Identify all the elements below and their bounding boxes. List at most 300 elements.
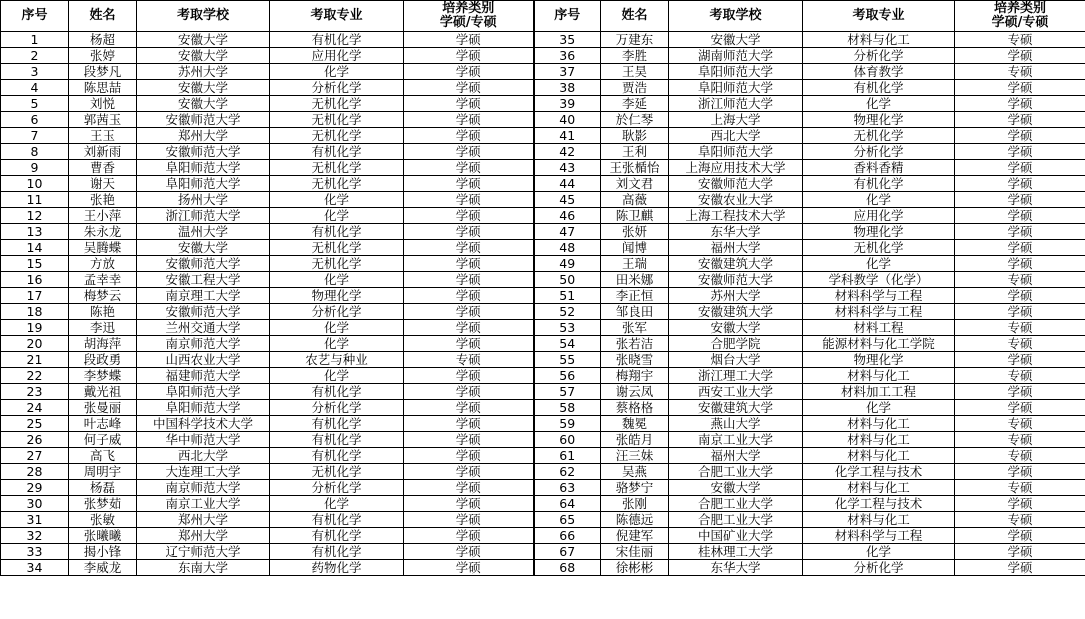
cell-major: 化学: [270, 320, 404, 336]
cell-school: 郑州大学: [137, 528, 270, 544]
cell-school: 安徽建筑大学: [669, 256, 803, 272]
cell-type: 专硕: [955, 432, 1085, 448]
cell-type: 学硕: [404, 80, 534, 96]
table-row: [1, 112, 1085, 128]
cell-name: 蔡格格: [601, 400, 669, 416]
cell-major: 化学: [803, 96, 955, 112]
header-name: 姓名: [601, 1, 669, 32]
cell-seq: 62: [534, 464, 601, 480]
cell-major: 有机化学: [270, 512, 404, 528]
cell-type: 学硕: [955, 48, 1085, 64]
cell-seq: 21: [1, 352, 69, 368]
cell-seq: 48: [534, 240, 601, 256]
cell-school: 合肥工业大学: [669, 464, 803, 480]
table-row: [1, 48, 1085, 64]
cell-name: 李迅: [69, 320, 137, 336]
cell-type: 学硕: [404, 192, 534, 208]
cell-type: 专硕: [955, 416, 1085, 432]
cell-major: 材料科学与工程: [803, 304, 955, 320]
cell-school: 浙江理工大学: [669, 368, 803, 384]
cell-name: 宋佳丽: [601, 544, 669, 560]
cell-name: 胡海萍: [69, 336, 137, 352]
cell-name: 高薇: [601, 192, 669, 208]
cell-name: 张刚: [601, 496, 669, 512]
cell-seq: 39: [534, 96, 601, 112]
cell-major: 化学: [270, 496, 404, 512]
cell-school: 桂林理工大学: [669, 544, 803, 560]
cell-name: 杨磊: [69, 480, 137, 496]
cell-seq: 38: [534, 80, 601, 96]
cell-school: 安徽大学: [669, 320, 803, 336]
cell-seq: 15: [1, 256, 69, 272]
cell-school: 浙江师范大学: [137, 208, 270, 224]
cell-school: 山西农业大学: [137, 352, 270, 368]
cell-school: 中国矿业大学: [669, 528, 803, 544]
cell-name: 孟幸幸: [69, 272, 137, 288]
cell-major: 香料香精: [803, 160, 955, 176]
cell-major: 化学: [270, 192, 404, 208]
cell-name: 叶志峰: [69, 416, 137, 432]
cell-name: 陈卫麒: [601, 208, 669, 224]
cell-major: 分析化学: [270, 80, 404, 96]
cell-major: 应用化学: [270, 48, 404, 64]
cell-major: 有机化学: [270, 144, 404, 160]
cell-major: 无机化学: [270, 112, 404, 128]
cell-major: 分析化学: [803, 560, 955, 576]
cell-school: 安徽农业大学: [669, 192, 803, 208]
cell-school: 安徽大学: [669, 32, 803, 48]
cell-seq: 26: [1, 432, 69, 448]
cell-major: 农艺与种业: [270, 352, 404, 368]
cell-major: 材料工程: [803, 320, 955, 336]
table-row: [1, 208, 1085, 224]
cell-name: 李威龙: [69, 560, 137, 576]
cell-name: 段政勇: [69, 352, 137, 368]
cell-major: 化学: [270, 64, 404, 80]
cell-name: 李梦蝶: [69, 368, 137, 384]
cell-school: 安徽大学: [137, 240, 270, 256]
cell-school: 郑州大学: [137, 512, 270, 528]
cell-school: 南京工业大学: [137, 496, 270, 512]
cell-school: 安徽建筑大学: [669, 304, 803, 320]
cell-name: 李胜: [601, 48, 669, 64]
cell-name: 段梦凡: [69, 64, 137, 80]
cell-type: 学硕: [404, 480, 534, 496]
cell-school: 合肥工业大学: [669, 512, 803, 528]
cell-school: 安徽建筑大学: [669, 400, 803, 416]
cell-school: 安徽师范大学: [137, 144, 270, 160]
cell-seq: 49: [534, 256, 601, 272]
cell-name: 揭小锋: [69, 544, 137, 560]
cell-major: 化学: [803, 256, 955, 272]
header-school: 考取学校: [669, 1, 803, 32]
cell-type: 学硕: [404, 288, 534, 304]
cell-seq: 20: [1, 336, 69, 352]
cell-school: 苏州大学: [669, 288, 803, 304]
cell-major: 有机化学: [270, 432, 404, 448]
cell-type: 学硕: [955, 400, 1085, 416]
cell-major: 物理化学: [803, 112, 955, 128]
cell-seq: 58: [534, 400, 601, 416]
cell-major: 材料与化工: [803, 448, 955, 464]
cell-type: 学硕: [404, 512, 534, 528]
table-row: [1, 448, 1085, 464]
cell-name: 王张楯怡: [601, 160, 669, 176]
cell-name: 汪三妹: [601, 448, 669, 464]
table-row: [1, 256, 1085, 272]
table-row: [1, 496, 1085, 512]
cell-seq: 51: [534, 288, 601, 304]
cell-school: 兰州交通大学: [137, 320, 270, 336]
cell-seq: 59: [534, 416, 601, 432]
cell-school: 安徽工程大学: [137, 272, 270, 288]
cell-major: 无机化学: [270, 176, 404, 192]
cell-major: 化学: [270, 208, 404, 224]
cell-school: 安徽大学: [137, 80, 270, 96]
cell-seq: 40: [534, 112, 601, 128]
header-seq: 序号: [534, 1, 601, 32]
cell-school: 苏州大学: [137, 64, 270, 80]
cell-major: 材料科学与工程: [803, 288, 955, 304]
cell-name: 周明宇: [69, 464, 137, 480]
cell-major: 无机化学: [270, 160, 404, 176]
cell-name: 贾浩: [601, 80, 669, 96]
table-row: [1, 304, 1085, 320]
cell-school: 福州大学: [669, 240, 803, 256]
cell-type: 学硕: [955, 384, 1085, 400]
cell-type: 学硕: [404, 144, 534, 160]
cell-seq: 47: [534, 224, 601, 240]
table-row: [1, 464, 1085, 480]
cell-seq: 43: [534, 160, 601, 176]
cell-name: 王利: [601, 144, 669, 160]
cell-type: 学硕: [404, 368, 534, 384]
cell-school: 南京理工大学: [137, 288, 270, 304]
cell-school: 湖南师范大学: [669, 48, 803, 64]
table-row: [1, 64, 1085, 80]
cell-seq: 1: [1, 32, 69, 48]
cell-school: 安徽师范大学: [669, 272, 803, 288]
cell-seq: 29: [1, 480, 69, 496]
cell-type: 学硕: [404, 240, 534, 256]
cell-major: 有机化学: [270, 544, 404, 560]
cell-name: 郭茜玉: [69, 112, 137, 128]
header-type: [955, 1, 1085, 32]
cell-major: 材料加工工程: [803, 384, 955, 400]
header-row: [1, 1, 1085, 32]
cell-major: 材料与化工: [803, 480, 955, 496]
cell-type: 学硕: [955, 112, 1085, 128]
cell-type: 学硕: [404, 160, 534, 176]
cell-major: 化学: [270, 272, 404, 288]
cell-name: 万建东: [601, 32, 669, 48]
cell-seq: 12: [1, 208, 69, 224]
cell-major: 体育教学: [803, 64, 955, 80]
cell-school: 阜阳师范大学: [137, 400, 270, 416]
cell-school: 大连理工大学: [137, 464, 270, 480]
header-type-line2: 学硕/专硕: [439, 15, 497, 30]
table-row: [1, 560, 1085, 576]
cell-name: 张梦茹: [69, 496, 137, 512]
header-seq: 序号: [1, 1, 69, 32]
cell-type: 学硕: [404, 416, 534, 432]
header-type: [404, 1, 534, 32]
cell-major: 分析化学: [270, 304, 404, 320]
cell-major: 有机化学: [270, 416, 404, 432]
cell-name: 王小萍: [69, 208, 137, 224]
cell-major: 学科教学（化学）: [803, 272, 955, 288]
cell-major: 材料与化工: [803, 368, 955, 384]
cell-name: 戴光祖: [69, 384, 137, 400]
cell-type: 学硕: [404, 208, 534, 224]
cell-major: 药物化学: [270, 560, 404, 576]
table-row: [1, 528, 1085, 544]
cell-name: 张曼丽: [69, 400, 137, 416]
cell-major: 应用化学: [803, 208, 955, 224]
cell-type: 学硕: [404, 112, 534, 128]
cell-school: 安徽师范大学: [137, 304, 270, 320]
cell-type: 学硕: [955, 256, 1085, 272]
cell-type: 学硕: [955, 240, 1085, 256]
cell-major: 化学: [803, 192, 955, 208]
cell-seq: 2: [1, 48, 69, 64]
cell-type: 学硕: [955, 160, 1085, 176]
cell-seq: 35: [534, 32, 601, 48]
cell-name: 徐彬彬: [601, 560, 669, 576]
cell-major: 有机化学: [270, 528, 404, 544]
cell-seq: 18: [1, 304, 69, 320]
cell-major: 化学工程与技术: [803, 464, 955, 480]
table-row: [1, 272, 1085, 288]
cell-type: 学硕: [404, 544, 534, 560]
cell-major: 无机化学: [803, 128, 955, 144]
cell-type: 专硕: [955, 32, 1085, 48]
cell-type: 学硕: [404, 176, 534, 192]
cell-name: 王玉: [69, 128, 137, 144]
cell-seq: 16: [1, 272, 69, 288]
cell-type: 专硕: [955, 448, 1085, 464]
cell-seq: 42: [534, 144, 601, 160]
cell-major: 有机化学: [270, 448, 404, 464]
cell-seq: 6: [1, 112, 69, 128]
cell-major: 分析化学: [803, 48, 955, 64]
cell-major: 有机化学: [803, 80, 955, 96]
cell-name: 倪建军: [601, 528, 669, 544]
table-row: [1, 320, 1085, 336]
cell-school: 安徽大学: [137, 48, 270, 64]
cell-type: 学硕: [404, 272, 534, 288]
cell-major: 材料与化工: [803, 512, 955, 528]
cell-type: 学硕: [404, 304, 534, 320]
cell-seq: 27: [1, 448, 69, 464]
cell-type: 学硕: [955, 144, 1085, 160]
cell-seq: 52: [534, 304, 601, 320]
cell-school: 扬州大学: [137, 192, 270, 208]
cell-school: 合肥工业大学: [669, 496, 803, 512]
cell-major: 物理化学: [270, 288, 404, 304]
cell-seq: 25: [1, 416, 69, 432]
header-name: 姓名: [69, 1, 137, 32]
cell-seq: 22: [1, 368, 69, 384]
cell-major: 分析化学: [803, 144, 955, 160]
cell-name: 李正恒: [601, 288, 669, 304]
cell-name: 刘新雨: [69, 144, 137, 160]
table-row: [1, 544, 1085, 560]
cell-type: 学硕: [955, 192, 1085, 208]
table-row: [1, 192, 1085, 208]
cell-seq: 46: [534, 208, 601, 224]
cell-name: 邹良田: [601, 304, 669, 320]
cell-seq: 14: [1, 240, 69, 256]
table-row: [1, 416, 1085, 432]
cell-seq: 36: [534, 48, 601, 64]
table-row: [1, 224, 1085, 240]
cell-seq: 13: [1, 224, 69, 240]
table-row: [1, 512, 1085, 528]
cell-major: 化学: [803, 544, 955, 560]
cell-seq: 55: [534, 352, 601, 368]
cell-type: 学硕: [404, 128, 534, 144]
cell-major: 化学工程与技术: [803, 496, 955, 512]
header-type-line1: 培养类别: [442, 1, 495, 16]
cell-name: 张皓月: [601, 432, 669, 448]
table-row: [1, 368, 1085, 384]
cell-school: 中国科学技术大学: [137, 416, 270, 432]
cell-type: 学硕: [955, 80, 1085, 96]
cell-seq: 33: [1, 544, 69, 560]
cell-name: 刘文君: [601, 176, 669, 192]
cell-name: 张晓雪: [601, 352, 669, 368]
cell-type: 学硕: [955, 288, 1085, 304]
cell-name: 刘悦: [69, 96, 137, 112]
cell-name: 骆梦宁: [601, 480, 669, 496]
cell-seq: 67: [534, 544, 601, 560]
cell-seq: 53: [534, 320, 601, 336]
cell-seq: 65: [534, 512, 601, 528]
cell-seq: 57: [534, 384, 601, 400]
cell-name: 朱永龙: [69, 224, 137, 240]
cell-seq: 37: [534, 64, 601, 80]
cell-school: 燕山大学: [669, 416, 803, 432]
cell-name: 张若洁: [601, 336, 669, 352]
cell-type: 学硕: [404, 320, 534, 336]
cell-name: 何子威: [69, 432, 137, 448]
cell-type: 学硕: [404, 96, 534, 112]
cell-name: 梅翔宇: [601, 368, 669, 384]
cell-major: 物理化学: [803, 224, 955, 240]
cell-major: 无机化学: [270, 256, 404, 272]
cell-seq: 54: [534, 336, 601, 352]
cell-school: 南京工业大学: [669, 432, 803, 448]
cell-name: 田米娜: [601, 272, 669, 288]
cell-major: 分析化学: [270, 480, 404, 496]
cell-type: 学硕: [955, 544, 1085, 560]
cell-type: 学硕: [404, 528, 534, 544]
cell-name: 张敏: [69, 512, 137, 528]
cell-seq: 4: [1, 80, 69, 96]
cell-type: 学硕: [955, 304, 1085, 320]
header-major: 考取专业: [803, 1, 955, 32]
header-school: 考取学校: [137, 1, 270, 32]
cell-seq: 63: [534, 480, 601, 496]
header-type-line1: 培养类别: [993, 1, 1046, 16]
cell-type: 学硕: [404, 48, 534, 64]
table-row: [1, 32, 1085, 48]
cell-seq: 32: [1, 528, 69, 544]
cell-major: 有机化学: [270, 32, 404, 48]
cell-name: 王瑞: [601, 256, 669, 272]
cell-school: 西安工业大学: [669, 384, 803, 400]
cell-type: 专硕: [955, 272, 1085, 288]
cell-seq: 44: [534, 176, 601, 192]
cell-major: 有机化学: [270, 384, 404, 400]
cell-school: 安徽师范大学: [137, 256, 270, 272]
cell-seq: 45: [534, 192, 601, 208]
cell-school: 烟台大学: [669, 352, 803, 368]
table-row: [1, 288, 1085, 304]
cell-seq: 5: [1, 96, 69, 112]
table-row: [1, 400, 1085, 416]
cell-type: 学硕: [404, 32, 534, 48]
cell-seq: 7: [1, 128, 69, 144]
cell-seq: 66: [534, 528, 601, 544]
cell-school: 阜阳师范大学: [669, 64, 803, 80]
cell-type: 专硕: [955, 336, 1085, 352]
cell-major: 无机化学: [270, 96, 404, 112]
cell-name: 陈德远: [601, 512, 669, 528]
cell-school: 南京师范大学: [137, 480, 270, 496]
cell-type: 学硕: [955, 96, 1085, 112]
cell-school: 上海工程技术大学: [669, 208, 803, 224]
cell-type: 专硕: [404, 352, 534, 368]
cell-name: 陈艳: [69, 304, 137, 320]
cell-name: 谢云凤: [601, 384, 669, 400]
cell-name: 张艳: [69, 192, 137, 208]
cell-major: 分析化学: [270, 400, 404, 416]
cell-name: 曹香: [69, 160, 137, 176]
cell-major: 能源材料与化工学院: [803, 336, 955, 352]
cell-school: 合肥学院: [669, 336, 803, 352]
cell-type: 学硕: [404, 464, 534, 480]
cell-school: 西北大学: [669, 128, 803, 144]
cell-school: 东华大学: [669, 224, 803, 240]
cell-school: 阜阳师范大学: [669, 80, 803, 96]
cell-type: 学硕: [955, 464, 1085, 480]
cell-seq: 30: [1, 496, 69, 512]
cell-school: 阜阳师范大学: [669, 144, 803, 160]
cell-type: 学硕: [404, 496, 534, 512]
cell-seq: 23: [1, 384, 69, 400]
cell-type: 学硕: [404, 560, 534, 576]
cell-type: 学硕: [404, 432, 534, 448]
header-type-line2: 学硕/专硕: [991, 15, 1049, 30]
cell-school: 安徽大学: [137, 96, 270, 112]
cell-type: 学硕: [955, 352, 1085, 368]
cell-major: 无机化学: [803, 240, 955, 256]
table-row: [1, 384, 1085, 400]
cell-name: 高飞: [69, 448, 137, 464]
table-row: [1, 336, 1085, 352]
cell-type: 学硕: [404, 400, 534, 416]
cell-major: 物理化学: [803, 352, 955, 368]
cell-name: 李延: [601, 96, 669, 112]
table-row: [1, 144, 1085, 160]
cell-name: 吴腾蝶: [69, 240, 137, 256]
cell-type: 学硕: [404, 448, 534, 464]
cell-major: 无机化学: [270, 464, 404, 480]
cell-school: 福州大学: [669, 448, 803, 464]
cell-type: 学硕: [404, 64, 534, 80]
